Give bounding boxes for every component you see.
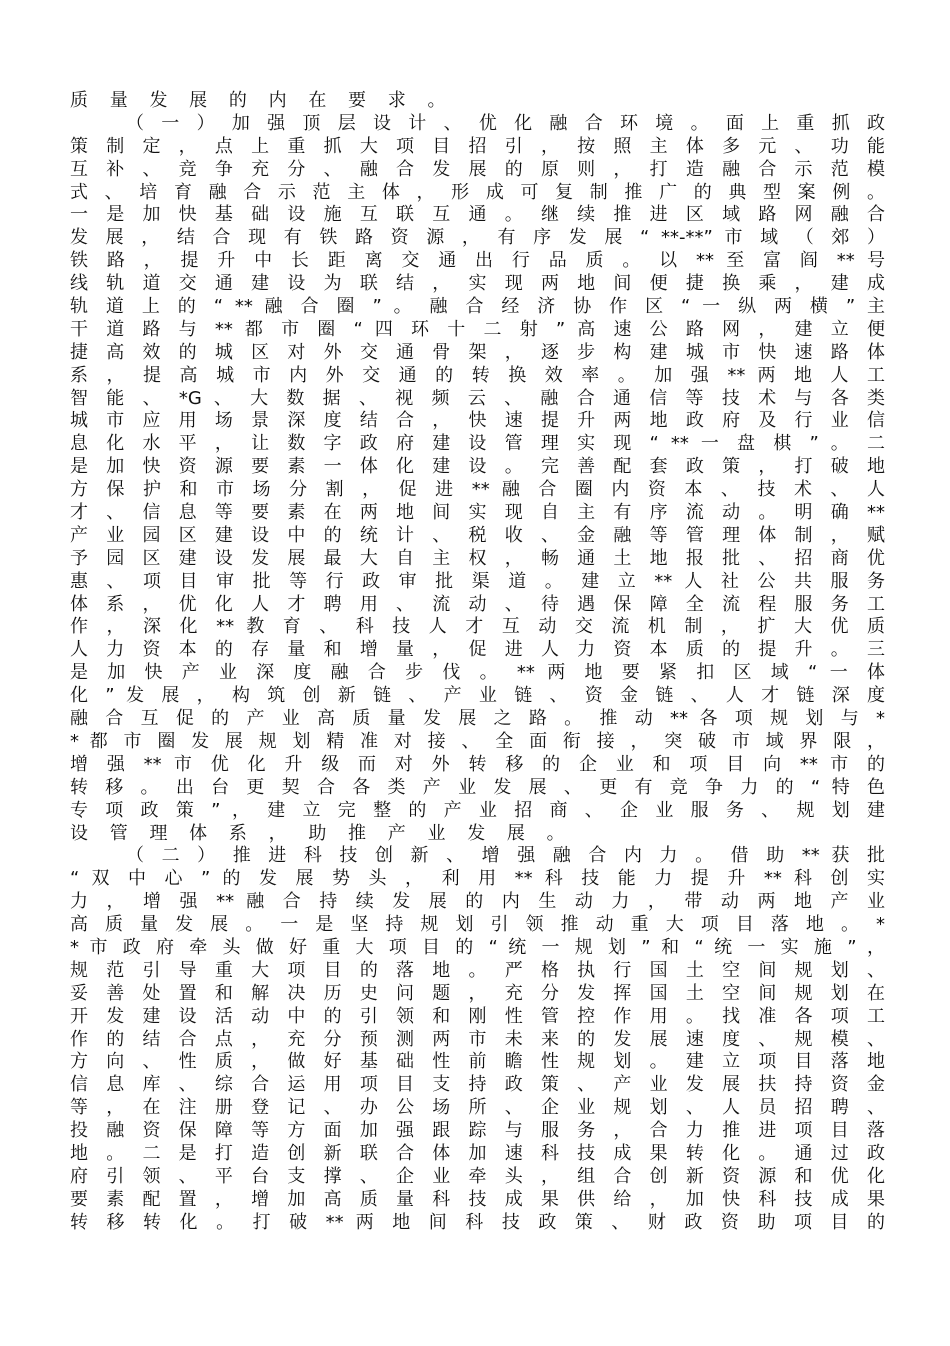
text-line: 转 移 。 出 台 更 契 合 各 类 产 业 发 展 、 更 有 竞 争 力 的 “ 特 色 (70, 776, 885, 798)
text-line: 捷 高 效 的 城 区 对 外 交 通 骨 架 ， 逐 步 构 建 城 市 快 速 路 体 (70, 341, 885, 363)
text-line: 发 展 ， 结 合 现 有 铁 路 资 源 ， 有 序 发 展 “ **-**” 市 域 （ 郊 ） (70, 227, 885, 249)
text-line: 等 ， 在 注 册 登 记 、 办 公 场 所 、 企 业 规 划 、 人 员 招 聘 、 (70, 1097, 885, 1119)
text-line: 规 范 引 导 重 大 项 目 的 落 地 。 严 格 执 行 国 土 空 间 规 划 、 (70, 959, 885, 981)
text-line: 力 ， 增 强 ** 融 合 持 续 发 展 的 内 生 动 力 ， 带 动 两 地 产 业 (70, 891, 885, 913)
text-line: 轨 道 上 的 “ ** 融 合 圈 ” 。 融 合 经 济 协 作 区 “ 一 纵 两 横 ” 主 (70, 296, 885, 318)
text-line: 增 强 ** 市 优 化 升 级 而 对 外 转 移 的 企 业 和 项 目 向 ** 市 的 (70, 753, 885, 775)
text-line: 一 是 加 快 基 础 设 施 互 联 互 通 。 继 续 推 进 区 域 路 网 融 合 (70, 204, 885, 226)
text-line: 予 园 区 建 设 发 展 最 大 自 主 权 ， 畅 通 土 地 报 批 、 招 商 优 (70, 547, 885, 569)
text-line: 化 ” 发 展 ， 构 筑 创 新 链 、 产 业 链 、 资 金 链 、 人 才 链 深 度 (70, 685, 885, 707)
text-line: 体 系 ， 优 化 人 才 聘 用 、 流 动 、 待 遇 保 障 全 流 程 服 务 工 (70, 593, 885, 615)
text-line: 是 加 快 资 源 要 素 一 体 化 建 设 。 完 善 配 套 政 策 ， 打 破 地 (70, 456, 885, 478)
text-line: 系 ， 提 高 城 市 内 外 交 通 的 转 换 效 率 。 加 强 ** 两 地 人 工 (70, 364, 885, 386)
text-line: * 市 政 府 牵 头 做 好 重 大 项 目 的 “ 统 一 规 划 ” 和 “ 统 一 实 施 ” ， (70, 936, 885, 958)
text-line: 息 化 水 平 ， 让 数 字 政 府 建 设 管 理 实 现 “ ** 一 盘 棋 ” 。 二 (70, 433, 885, 455)
text-line: 人 力 资 本 的 存 量 和 增 量 ， 促 进 人 力 资 本 质 的 提 升 。 三 (70, 639, 885, 661)
text-line: 要 素 配 置 ， 增 加 高 质 量 科 技 成 果 供 给 ， 加 快 科 技 成 果 (70, 1188, 885, 1210)
text-line: 才 、 信 息 等 要 素 在 两 地 间 实 现 自 主 有 序 流 动 。 明 确 ** (70, 502, 885, 524)
text-line: 质 量 发 展 的 内 在 要 求 。 (70, 90, 454, 111)
text-line: 是 加 快 产 业 深 度 融 合 步 伐 。 ** 两 地 要 紧 扣 区 域 “ 一 体 (70, 662, 885, 684)
text-line: 策 制 定 ， 点 上 重 抓 大 项 目 招 引 ， 按 照 主 体 多 元 、 功 能 (70, 135, 885, 157)
section-heading-line: （ 二 ） 推 进 科 技 创 新 、 增 强 融 合 内 力 。 借 助 ** 获 批 (126, 845, 885, 867)
text-line: 妥 善 处 置 和 解 决 历 史 问 题 ， 充 分 发 挥 国 土 空 间 规 划 在 (70, 982, 885, 1004)
text-line: 式 、 培 育 融 合 示 范 主 体 ， 形 成 可 复 制 推 广 的 典 型 案 例 。 (70, 181, 885, 203)
text-line: 设 管 理 体 系 ， 助 推 产 业 发 展 。 (70, 822, 573, 844)
text-line: 专 项 政 策 ” ， 建 立 完 整 的 产 业 招 商 、 企 业 服 务 、 规 划 建 (70, 799, 885, 821)
text-line: 作 的 结 合 点 ， 充 分 预 测 两 市 未 来 的 发 展 速 度 、 规 模 、 (70, 1028, 885, 1050)
text-line: 作 ， 深 化 ** 教 育 、 科 技 人 才 互 动 交 流 机 制 ， 扩 大 优 质 (70, 616, 885, 638)
text-line: 方 向 、 性 质 ， 做 好 基 础 性 前 瞻 性 规 划 。 建 立 项 目 落 地 (70, 1051, 885, 1073)
text-line: 铁 路 ， 提 升 中 长 距 离 交 通 出 行 品 质 。 以 ** 至 富 阎 ** 号 (70, 250, 885, 272)
text-line: 干 道 路 与 ** 都 市 圈 “ 四 环 十 二 射 ” 高 速 公 路 网 ， 建 立 便 (70, 318, 885, 340)
text-line: 互 补 、 竞 争 充 分 、 融 合 发 展 的 原 则 ， 打 造 融 合 示 范 模 (70, 158, 885, 180)
text-line: 融 合 互 促 的 产 业 高 质 量 发 展 之 路 。 推 动 ** 各 项 规 划 与 * (70, 708, 885, 730)
text-line: 线 轨 道 交 通 建 设 为 联 结 ， 实 现 两 地 间 便 捷 换 乘 ， 建 成 (70, 273, 885, 295)
text-line: 惠 、 项 目 审 批 等 行 政 审 批 渠 道 。 建 立 ** 人 社 公 共 服 务 (70, 570, 885, 592)
text-line: 高 质 量 发 展 。 一 是 坚 持 规 划 引 领 推 动 重 大 项 目 落 地 。 * (70, 914, 885, 936)
text-line: 地 。 二 是 打 造 创 新 联 合 体 加 速 科 技 成 果 转 化 。 通 过 政 (70, 1142, 885, 1164)
text-line: 开 发 建 设 活 动 中 的 引 领 和 刚 性 管 控 作 用 。 找 准 各 项 工 (70, 1005, 885, 1027)
text-line: 府 引 领 、 平 台 支 撑 、 企 业 牵 头 ， 组 合 创 新 资 源 和 优 化 (70, 1165, 885, 1187)
text-line: 方 保 护 和 市 场 分 割 ， 促 进 ** 融 合 圈 内 资 本 、 技 术 、 人 (70, 479, 885, 501)
document-page (70, 90, 885, 1235)
text-line: 智 能 、 *G 、 大 数 据 、 视 频 云 、 融 合 通 信 等 技 术 与 各 类 (70, 387, 885, 409)
text-line: 产 业 园 区 建 设 中 的 统 计 、 税 收 、 金 融 等 管 理 体 制 ， 赋 (70, 524, 885, 546)
text-line: 信 息 库 、 综 合 运 用 项 目 支 持 政 策 、 产 业 发 展 扶 持 资 金 (70, 1074, 885, 1096)
text-line: 投 融 资 保 障 等 方 面 加 强 跟 踪 与 服 务 ， 合 力 推 进 项 目 落 (70, 1120, 885, 1142)
text-line: “ 双 中 心 ” 的 发 展 势 头 ， 利 用 ** 科 技 能 力 提 升 ** 科 创 实 (70, 868, 885, 890)
text-line: 转 移 转 化 。 打 破 ** 两 地 间 科 技 政 策 、 财 政 资 助 项 目 的 (70, 1211, 885, 1233)
text-line: 城 市 应 用 场 景 深 度 结 合 ， 快 速 提 升 两 地 政 府 及 行 业 信 (70, 410, 885, 432)
text-line: * 都 市 圈 发 展 规 划 精 准 对 接 、 全 面 衔 接 ， 突 破 市 域 界 限 ， (70, 730, 885, 752)
section-heading-line: （ 一 ） 加 强 顶 层 设 计 、 优 化 融 合 环 境 。 面 上 重 抓 政 (126, 112, 885, 134)
